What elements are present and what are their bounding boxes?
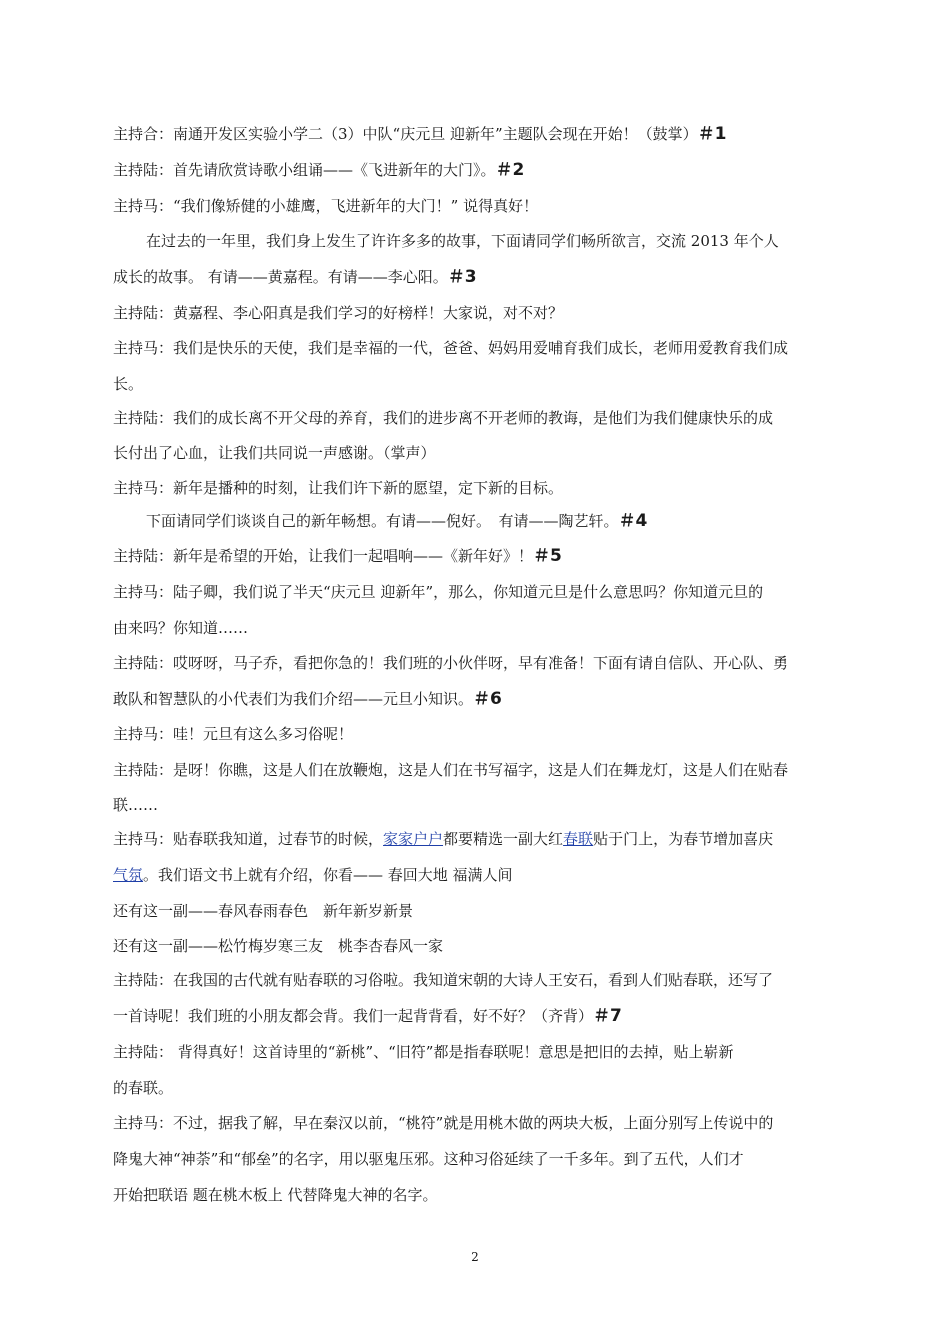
cue-marker: ＃5 — [533, 546, 562, 566]
hyperlink-qifen[interactable]: 气氛 — [113, 866, 144, 884]
line-10: 长付出了心血，让我们共同说一声感谢。（掌声） — [113, 444, 436, 462]
line-27: 主持陆： 背得真好！这首诗里的“新桃”、“旧符”都是指春联呢！意思是把旧的去掉，贴上崭新 — [113, 1043, 734, 1061]
line-4: 在过去的一年里，我们身上发生了许许多多的故事，下面请同学们畅所欲言，交流 2013 年个人 — [146, 232, 779, 250]
line-14: 主持马：陆子卿，我们说了半天“庆元旦 迎新年”，那么，你知道元旦是什么意思吗？你知道元旦的 — [113, 583, 764, 601]
page-number: 2 — [471, 1250, 479, 1264]
line-23: 还有这一副——春风春雨春色 新年新岁新景 — [113, 902, 414, 920]
line-21: 主持马：贴春联我知道，过春节的时候，家家户户都要精选一副大红春联贴于门上，为春节增加喜庆 — [113, 830, 774, 848]
line-20: 联…… — [113, 796, 159, 814]
line-16: 主持陆：哎呀呀，马子乔，看把你急的！我们班的小伙伴呀，早有准备！下面有请自信队、开心队、勇 — [113, 654, 789, 672]
line-1: 主持合：南通开发区实验小学二（3）中队“庆元旦 迎新年”主题队会现在开始！（鼓掌）＃1 — [113, 124, 727, 144]
line-13: 主持陆：新年是希望的开始，让我们一起唱响——《新年好》！＃5 — [113, 546, 562, 566]
line-11: 主持马：新年是播种的时刻，让我们许下新的愿望，定下新的目标。 — [113, 479, 564, 497]
cue-marker: ＃2 — [495, 160, 525, 180]
line-31: 开始把联语 题在桃木板上 代替降鬼大神的名字。 — [113, 1186, 438, 1204]
line-29: 主持马：不过，据我了解，早在秦汉以前，“桃符”就是用桃木做的两块大板，上面分别写上传说中的 — [113, 1114, 774, 1132]
line-26: 一首诗呢！我们班的小朋友都会背。我们一起背背看，好不好？（齐背）＃7 — [113, 1006, 622, 1026]
line-25: 主持陆：在我国的古代就有贴春联的习俗啦。我知道宋朝的大诗人王安石，看到人们贴春联，还写了 — [113, 971, 774, 989]
line-12: 下面请同学们谈谈自己的新年畅想。有请——倪好。 有请——陶艺轩。＃4 — [146, 511, 648, 531]
cue-marker: ＃3 — [447, 267, 477, 287]
line-6: 主持陆：黄嘉程、李心阳真是我们学习的好榜样！大家说，对不对？ — [113, 304, 564, 322]
line-3: 主持马：“我们像矫健的小雄鹰，飞进新年的大门！” 说得真好！ — [113, 197, 539, 215]
cue-marker: ＃6 — [473, 689, 502, 709]
hyperlink-jiajiahuhu[interactable]: 家家户户 — [383, 830, 444, 848]
line-7: 主持马：我们是快乐的天使，我们是幸福的一代，爸爸、妈妈用爱哺育我们成长，老师用爱教育我们成 — [113, 339, 789, 357]
line-17: 敢队和智慧队的小代表们为我们介绍——元旦小知识。＃6 — [113, 689, 502, 709]
line-9: 主持陆：我们的成长离不开父母的养育，我们的进步离不开老师的教诲，是他们为我们健康快乐的成 — [113, 409, 774, 427]
line-18: 主持马：哇！元旦有这么多习俗呢！ — [113, 725, 354, 743]
line-8: 长。 — [113, 375, 144, 393]
line-19: 主持陆：是呀！你瞧，这是人们在放鞭炮，这是人们在书写福字，这是人们在舞龙灯，这是人们在贴春 — [113, 761, 789, 779]
line-28: 的春联。 — [113, 1079, 174, 1097]
cue-marker: ＃7 — [593, 1006, 622, 1026]
line-24: 还有这一副——松竹梅岁寒三友 桃李杏春风一家 — [113, 937, 444, 955]
line-5: 成长的故事。 有请——黄嘉程。有请——李心阳。＃3 — [113, 267, 477, 287]
cue-marker: ＃1 — [697, 124, 727, 144]
line-30: 降鬼大神“神荼”和“郁垒”的名字，用以驱鬼压邪。这种习俗延续了一千多年。到了五代，人们才 — [113, 1150, 744, 1168]
cue-marker: ＃4 — [618, 511, 648, 531]
hyperlink-chunlian[interactable]: 春联 — [563, 830, 594, 848]
line-2: 主持陆：首先请欣赏诗歌小组诵——《飞进新年的大门》。＃2 — [113, 160, 525, 180]
line-15: 由来吗？你知道…… — [113, 619, 249, 637]
line-22: 气氛。我们语文书上就有介绍，你看—— 春回大地 福满人间 — [113, 866, 513, 884]
